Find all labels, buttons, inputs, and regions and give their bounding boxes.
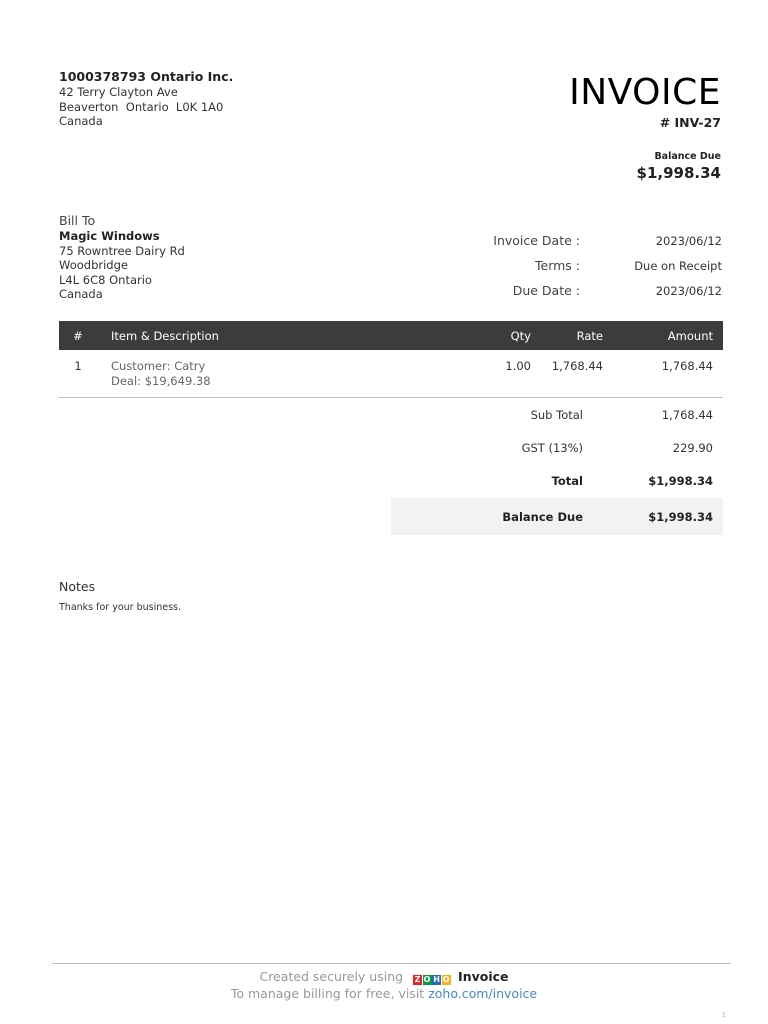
notes-label: Notes: [59, 579, 96, 594]
meta-row-due-date: [430, 278, 722, 303]
bill-to-customer: Magic Windows: [59, 229, 160, 243]
header-rate: Rate: [576, 328, 603, 343]
table-header: [59, 321, 723, 350]
row-rate: 1,768.44: [551, 359, 603, 373]
balance-due-amount: $1,998.34: [636, 164, 721, 182]
meta-label: Due Date :: [512, 283, 580, 298]
footer-zoho-link[interactable]: zoho.com/invoice: [428, 986, 538, 1001]
zoho-logo-letter: Z: [414, 975, 421, 984]
footer-divider: [52, 963, 731, 964]
bill-to-label: Bill To: [59, 213, 96, 228]
company-name: 1000378793 Ontario Inc.: [59, 69, 234, 84]
footer-manage-line: [0, 986, 768, 1001]
total-value: $1,998.34: [648, 473, 713, 488]
table-row: [59, 350, 723, 398]
invoice-number: # INV-27: [659, 115, 721, 130]
header-qty: Qty: [510, 328, 531, 343]
row-desc-line2: Deal: $19,649.38: [111, 373, 211, 388]
meta-label: Terms :: [535, 258, 580, 273]
sub-total-label: Sub Total: [530, 407, 583, 422]
total-row: [391, 464, 723, 497]
company-country: Canada: [59, 114, 103, 128]
balance-due-row: [391, 498, 723, 535]
meta-row-invoice-date: [430, 228, 722, 253]
footer-manage-text: To manage billing for free, visit: [230, 986, 425, 1001]
header-num: #: [73, 328, 83, 343]
page-number: 1: [721, 1011, 726, 1019]
row-description: [97, 359, 449, 397]
meta-row-terms: [430, 253, 722, 278]
tax-label: GST (13%): [521, 440, 583, 455]
header-amount: Amount: [667, 328, 713, 343]
company-address-line2: Beaverton Ontario L0K 1A0: [59, 99, 224, 114]
bill-to-block: [59, 213, 185, 302]
meta-label: Invoice Date :: [493, 233, 580, 248]
zoho-logo-letter: O: [423, 975, 431, 984]
footer-created-text: Created securely using: [259, 969, 404, 984]
invoice-title: INVOICE: [569, 72, 721, 113]
sub-total-row: [391, 398, 723, 431]
balance-due-row-label: Balance Due: [502, 509, 583, 524]
header-item: Item & Description: [111, 328, 219, 343]
meta-value: 2023/06/12: [655, 283, 722, 298]
bill-to-address-line1: 75 Rowntree Dairy Rd: [59, 243, 185, 258]
zoho-logo-letter: H: [433, 975, 440, 984]
footer-created-line: [0, 969, 768, 985]
tax-value: 229.90: [672, 440, 713, 455]
bill-to-city: Woodbridge: [59, 258, 128, 272]
zoho-logo-letter: O: [442, 975, 450, 984]
company-address-block: [59, 69, 233, 129]
meta-value: Due on Receipt: [634, 258, 722, 273]
footer-product-name: Invoice: [458, 969, 509, 984]
invoice-meta: [430, 228, 722, 303]
row-amount: 1,768.44: [661, 359, 713, 373]
items-table: [59, 321, 723, 398]
row-desc-line1: Customer: Catry: [111, 359, 206, 373]
row-num: 1: [74, 359, 82, 373]
balance-due-row-value: $1,998.34: [648, 509, 713, 524]
zoho-logo-icon: [413, 970, 451, 985]
row-qty: 1.00: [505, 359, 531, 373]
company-address-line1: 42 Terry Clayton Ave: [59, 85, 178, 99]
meta-value: 2023/06/12: [655, 233, 722, 248]
bill-to-country: Canada: [59, 287, 103, 301]
notes-text: Thanks for your business.: [59, 602, 182, 613]
totals-block: [391, 398, 723, 535]
balance-due-label: Balance Due: [654, 151, 721, 162]
tax-row: [391, 431, 723, 464]
sub-total-value: 1,768.44: [661, 407, 713, 422]
bill-to-postal: L4L 6C8 Ontario: [59, 272, 152, 287]
total-label: Total: [551, 473, 583, 488]
